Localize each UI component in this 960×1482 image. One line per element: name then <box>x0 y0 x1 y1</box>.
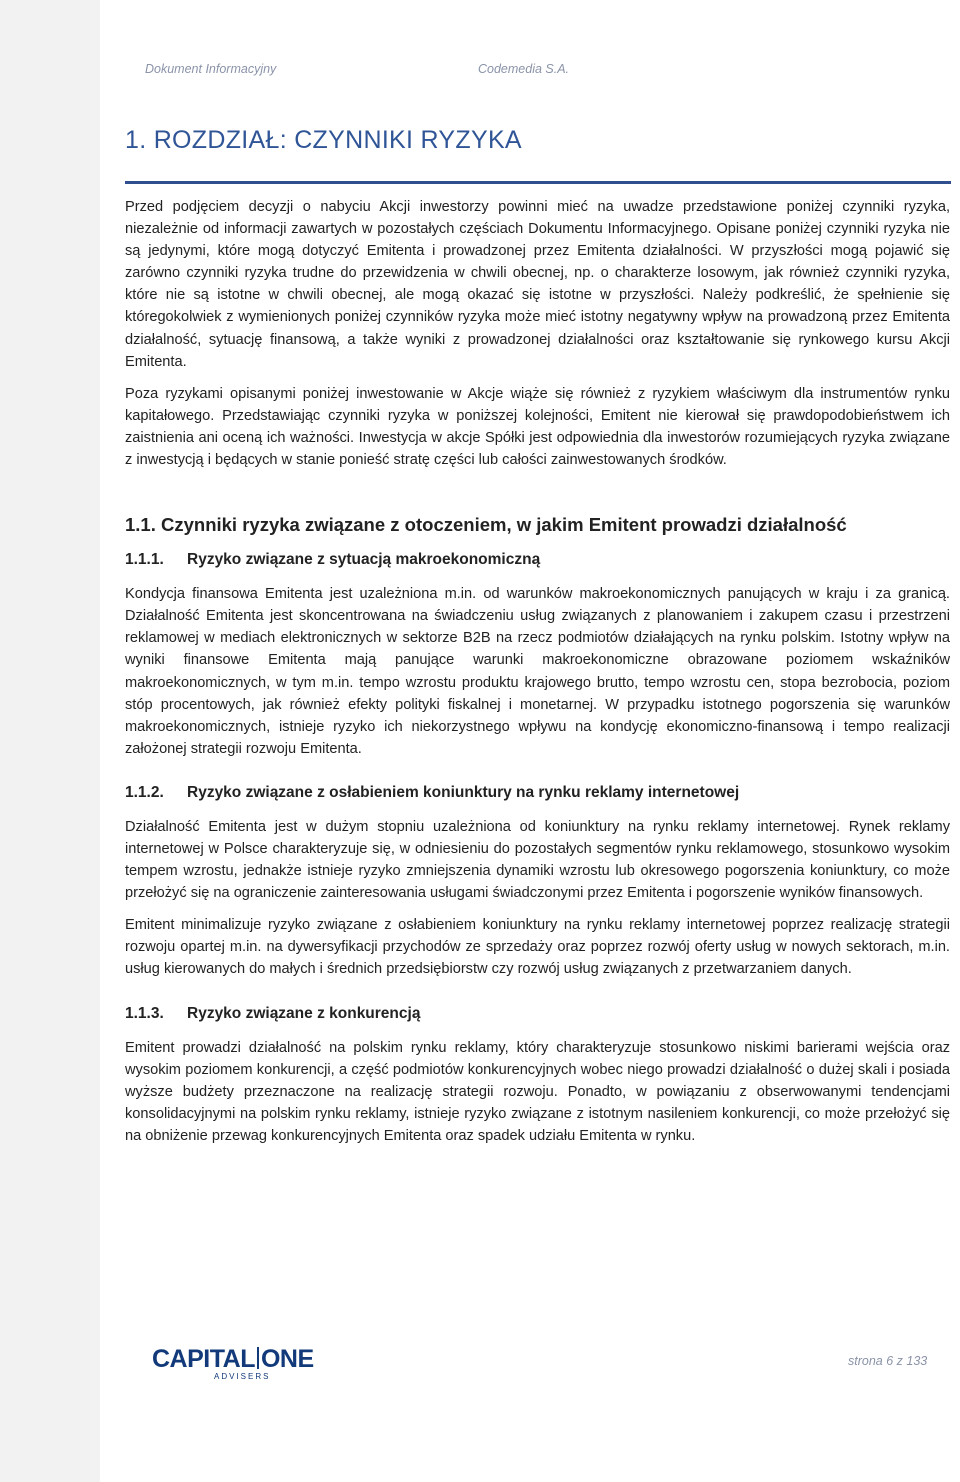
subsection-paragraph: Działalność Emitenta jest w dużym stopniu uzależniona od koniunktury na rynku reklamy internetowej. Rynek reklamy internetowej w Polsce charakteryzuje się, w odniesieniu do pozostałych segmentów rynku reklamowego, stosunkowo wysokim tempem wzrostu, jednakże istnieje ryzyko zmniejszenia dynamiki wzrostu lub okresowego pogorszenia koniunktury, co może przełożyć się na ograniczenie zainteresowania usługami świadczonymi przez Emitenta i pogorszenie wyników finansowych. <box>125 818 950 902</box>
subsection-heading-1-1-3 <box>125 1003 950 1025</box>
subsection-title: Ryzyko związane z osłabieniem koniunktury na rynku reklamy internetowej <box>187 783 740 801</box>
subsection-number: 1.1.1. <box>125 551 164 569</box>
subsection-heading-1-1-2 <box>125 782 950 804</box>
subsection-number: 1.1.2. <box>125 783 164 801</box>
chapter-title: 1. ROZDZIAŁ: CZYNNIKI RYZYKA <box>125 126 522 154</box>
header-company-name: Codemedia S.A. <box>478 62 570 76</box>
section-heading-1-1: 1.1. Czynniki ryzyka związane z otoczeniem, w jakim Emitent prowadzi działalność <box>125 514 847 536</box>
intro-paragraph: Poza ryzykami opisanymi poniżej inwestowanie w Akcje wiąże się również z ryzykiem właściwym dla instrumentów rynku kapitałowego. Przedstawiając czynniki ryzyka w poniższej kolejności, Emitent nie kierował się prawdopodobieństwem ich zaistnienia ani oceną ich ważności. Inwestycja w akcje Spółki jest odpowiednia dla inwestorów rozumiejących ryzyka związane z inwestycją i będących w stanie ponieść stratę części lub całości zainwestowanych środków. <box>125 385 950 469</box>
logo-word-left: CAPITAL <box>152 1345 255 1373</box>
subsection-paragraph: Emitent prowadzi działalność na polskim rynku reklamy, który charakteryzuje stosunkowo niskimi barierami wejścia oraz wysokim poziomem konkurencji, a część podmiotów konkurencyjnych wobec niego prowadzi działalność o dużej skali i posiada wyższe budżety przeznaczone na realizację strategii rozwoju. Ponadto, w powiązaniu z obserwowanymi tendencjami konsolidacyjnymi na polskim rynku reklamy, istnieje ryzyko związane z istotnym nasileniem konkurencji, co może przełożyć się na obniżenie przewag konkurencyjnych Emitenta oraz spadek udziału Emitenta w rynku. <box>125 1039 950 1144</box>
intro-paragraph: Przed podjęciem decyzji o nabyciu Akcji inwestorzy powinni mieć na uwadze przedstawione poniżej czynniki ryzyka, niezależnie od informacji zawartych w pozostałych częściach Dokumentu Informacyjnego. Opisane poniżej czynniki ryzyka nie są jedynymi, które mogą dotyczyć Emitenta i prowadzonej przez Emitenta działalności. W przyszłości mogą pojawić się zarówno czynniki ryzyka trudne do przewidzenia w chwili obecnej, np. o charakterze losowym, jak również czynniki ryzyka, które nie są istotne w chwili obecnej, ale mogą okazać się istotne w przyszłości. Należy podkreślić, że spełnienie się któregokolwiek z wymienionych poniżej czynników ryzyka może mieć istotny negatywny wpływ na prowadzoną przez Emitenta działalność, sytuację finansową, a także wyniki z prowadzonej działalności oraz kształtowanie się rynkowego kursu Akcji Emitenta. <box>125 199 950 370</box>
page-header <box>145 62 940 82</box>
logo-subtitle: ADVISERS <box>214 1372 271 1381</box>
logo-divider-bar <box>257 1347 259 1369</box>
logo-wordmark <box>152 1346 322 1372</box>
subsection-paragraph: Emitent minimalizuje ryzyko związane z osłabieniem koniunktury na rynku reklamy internetowej poprzez realizację strategii rozwoju opartej m.in. na dywersyfikacji przychodów ze sprzedaży oraz poprzez rozwój oferty usług w nowych sektorach, m.in. usług kierowanych do małych i średnich przedsiębiorstw czy rozwój usług związanych z przetwarzaniem danych. <box>125 917 950 978</box>
subsection-number: 1.1.3. <box>125 1004 164 1022</box>
capital-one-advisers-logo <box>152 1346 322 1382</box>
header-document-title: Dokument Informacyjny <box>145 62 277 76</box>
subsection-title: Ryzyko związane z sytuacją makroekonomiczną <box>187 551 541 569</box>
subsection-title: Ryzyko związane z konkurencją <box>187 1004 421 1022</box>
page-number: strona 6 z 133 <box>848 1354 928 1368</box>
subsection-heading-1-1-1 <box>125 549 950 571</box>
subsection-paragraph: Kondycja finansowa Emitenta jest uzależniona m.in. od warunków makroekonomicznych panujących w kraju i za granicą. Działalność Emitenta jest skoncentrowana na świadczeniu usług związanych z planowaniem i zakupem czasu i przestrzeni reklamowej w mediach elektronicznych w sektorze B2B na rzecz podmiotów działających na rynku polskim. Istotny wpływ na wyniki finansowe Emitenta mają panujące warunki makroekonomiczne obrazowane poziomem wskaźników makroekonomicznych, w tym m.in. tempo wzrostu produktu krajowego brutto, tempo wzrostu cen, stopa bezrobocia, poziom stóp procentowych, jak również efekty polityki fiskalnej i monetarnej. W przypadku istotnego pogorszenia się warunków makroekonomicznych, istnieje ryzyko ich niekorzystnego wpływu na kondycję ekonomiczno-finansową i tempo realizacji założonej strategii rozwoju Emitenta. <box>125 586 950 757</box>
chapter-title-rule <box>125 181 951 184</box>
document-body <box>125 196 950 1157</box>
left-margin-strip <box>0 0 100 1482</box>
chapter-title-row <box>125 126 950 155</box>
logo-word-right: ONE <box>260 1345 314 1373</box>
